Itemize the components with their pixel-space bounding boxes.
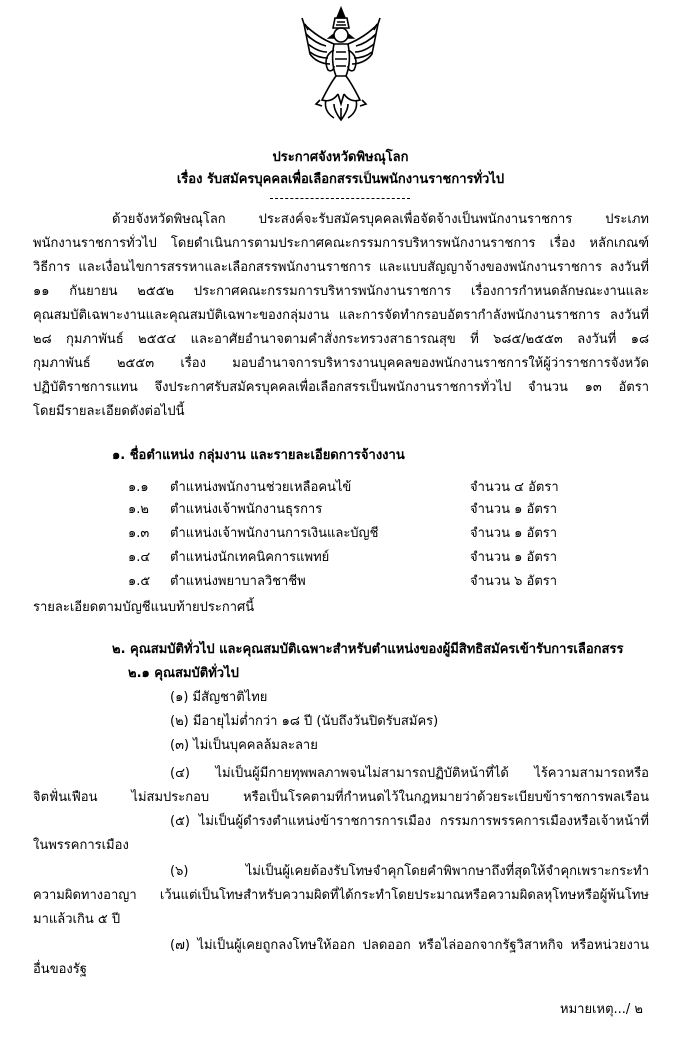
section2-heading: ๒. คุณสมบัติทั่วไป และคุณสมบัติเฉพาะสำหรับตำแหน่งของผู้มีสิทธิสมัครเข้ารับการเลือกสรร bbox=[112, 642, 624, 657]
section1-note: รายละเอียดตามบัญชีแนบท้ายประกาศนี้ bbox=[33, 600, 255, 615]
qualification-item-continued: ความผิดทางอาญา เว้นแต่เป็นโทษสำหรับความผิดที่ได้กระทำโดยประมาณหรือความผิดลหุโทษหรือผู้พ้นโทษ bbox=[33, 888, 649, 903]
qualification-item-continued: มาแล้วเกิน ๕ ปี bbox=[33, 912, 121, 927]
position-title: ตำแหน่งเจ้าพนักงานการเงินและบัญชี bbox=[170, 526, 379, 541]
qualification-item: (๗) ไม่เป็นผู้เคยถูกลงโทษให้ออก ปลดออก หรือไล่ออกจากรัฐวิสาหกิจ หรือหน่วยงาน bbox=[170, 938, 649, 953]
position-number: ๑.๕ bbox=[128, 574, 151, 589]
position-number: ๑.๑ bbox=[128, 480, 149, 495]
position-title: ตำแหน่งพยาบาลวิชาชีพ bbox=[170, 574, 306, 589]
position-title: ตำแหน่งพนักงานช่วยเหลือคนไข้ bbox=[170, 480, 352, 495]
intro-line-5: คุณสมบัติเฉพาะงานและคุณสมบัติเฉพาะของกลุ่มงาน และการจัดทำกรอบอัตรากำลังพนักงานราชการ ลงวันที่ bbox=[33, 308, 649, 323]
intro-line-2: พนักงานราชการทั่วไป โดยดำเนินการตามประกาศคณะกรรมการบริหารพนักงานราชการ เรื่อง หลักเกณฑ์ bbox=[33, 236, 649, 251]
intro-line-8: ปฏิบัติราชการแทน จึงประกาศรับสมัครบุคคลเพื่อเลือกสรรเป็นพนักงานราชการทั่วไป จำนวน ๑๓ อัตรา bbox=[33, 380, 649, 395]
position-title: ตำแหน่งเจ้าพนักงานธุรการ bbox=[170, 502, 323, 517]
title-separator bbox=[270, 198, 410, 199]
intro-line-3: วิธีการ และเงื่อนไขการสรรหาและเลือกสรรพนักงานราชการ และแบบสัญญาจ้างของพนักงานราชการ ลงวันที่ bbox=[33, 260, 649, 275]
position-count: จำนวน ๑ อัตรา bbox=[470, 550, 558, 565]
position-number: ๑.๔ bbox=[128, 550, 151, 565]
qualification-item: (๖) ไม่เป็นผู้เคยต้องรับโทษจำคุกโดยคำพิพากษาถึงที่สุดให้จำคุกเพราะกระทำ bbox=[170, 864, 649, 879]
intro-line-6: ๒๘ กุมภาพันธ์ ๒๕๕๔ และอาศัยอำนาจตามคำสั่งกระทรวงสาธารณสุข ที่ ๖๘๕/๒๕๕๓ ลงวันที่ ๑๘ bbox=[33, 332, 649, 347]
announcement-title: ประกาศจังหวัดพิษณุโลก bbox=[272, 150, 409, 165]
position-count: จำนวน ๔ อัตรา bbox=[470, 480, 559, 495]
garuda-emblem-icon bbox=[296, 4, 386, 124]
qualification-item: (๕) ไม่เป็นผู้ดำรงตำแหน่งข้าราชการการเมือง กรรมการพรรคการเมืองหรือเจ้าหน้าที่ bbox=[170, 814, 649, 829]
section2-subheading: ๒.๑ คุณสมบัติทั่วไป bbox=[128, 666, 239, 681]
position-count: จำนวน ๖ อัตรา bbox=[470, 574, 558, 589]
intro-line-1: ด้วยจังหวัดพิษณุโลก ประสงค์จะรับสมัครบุคคลเพื่อจัดจ้างเป็นพนักงานราชการ ประเภท bbox=[112, 212, 649, 227]
qualification-item: (๒) มีอายุไม่ต่ำกว่า ๑๘ ปี (นับถึงวันปิดรับสมัคร) bbox=[170, 714, 439, 729]
intro-line-4: ๑๑ กันยายน ๒๕๕๒ ประกาศคณะกรรมการบริหารพนักงานราชการ เรื่องการกำหนดลักษณะงานและ bbox=[33, 284, 649, 299]
position-count: จำนวน ๑ อัตรา bbox=[470, 526, 558, 541]
position-number: ๑.๒ bbox=[128, 502, 149, 517]
position-number: ๑.๓ bbox=[128, 526, 150, 541]
qualification-item-continued: ในพรรคการเมือง bbox=[33, 838, 129, 853]
position-title: ตำแหน่งนักเทคนิคการแพทย์ bbox=[170, 550, 330, 565]
announcement-subject: เรื่อง รับสมัครบุคคลเพื่อเลือกสรรเป็นพนักงานราชการทั่วไป bbox=[176, 172, 505, 187]
qualification-item: (๑) มีสัญชาติไทย bbox=[170, 690, 268, 705]
section1-heading: ๑. ชื่อตำแหน่ง กลุ่มงาน และรายละเอียดการจ้างงาน bbox=[112, 448, 405, 463]
intro-line-7: กุมภาพันธ์ ๒๕๕๓ เรื่อง มอบอำนาจการบริหารงานบุคคลของพนักงานราชการให้ผู้ว่าราชการจังหวัด bbox=[33, 356, 649, 371]
intro-line-9: โดยมีรายละเอียดดังต่อไปนี้ bbox=[33, 404, 185, 419]
qualification-item-continued: อื่นของรัฐ bbox=[33, 962, 87, 977]
qualification-item: (๔) ไม่เป็นผู้มีกายทุพพลภาพจนไม่สามารถปฏิบัติหน้าที่ได้ ไร้ความสามารถหรือ bbox=[170, 766, 649, 781]
continued-note: หมายเหตุ.../ ๒ bbox=[560, 1002, 643, 1017]
qualification-item-continued: จิตฟั่นเฟือน ไม่สมประกอบ หรือเป็นโรคตามที่กำหนดไว้ในกฎหมายว่าด้วยระเบียบข้าราชการพลเรือน bbox=[33, 790, 649, 805]
position-count: จำนวน ๑ อัตรา bbox=[470, 502, 558, 517]
qualification-item: (๓) ไม่เป็นบุคคลล้มละลาย bbox=[170, 738, 318, 753]
